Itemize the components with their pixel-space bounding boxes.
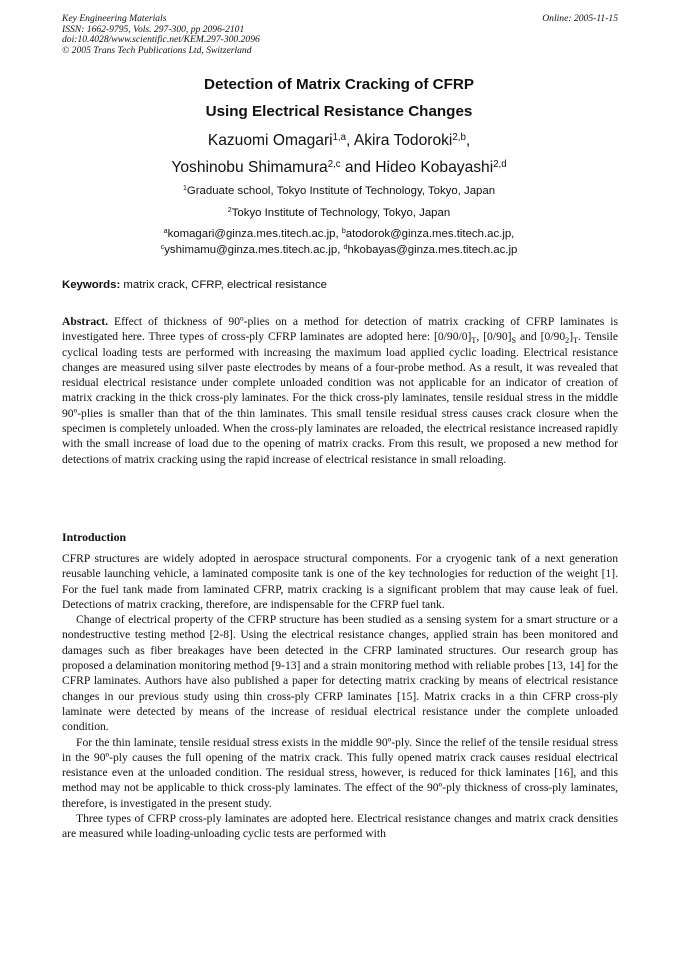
abstract-text: Effect of thickness of 90º-plies on a method for detection of matrix cracking of CFRP laminates is investigated here. Three types of cross-ply CFRP laminates are adopted here: [0/90/0] — [62, 315, 618, 344]
author-affiliation-mark: 2,d — [493, 159, 507, 171]
abstract-block — [62, 314, 618, 467]
author-name: Akira Todoroki — [353, 132, 453, 149]
author-separator: , — [346, 132, 354, 149]
author-email: atodorok@ginza.mes.titech.ac.jp, — [345, 228, 515, 240]
online-date: Online: 2005-11-15 — [542, 13, 618, 24]
introduction-body — [62, 551, 618, 842]
author-separator: , — [465, 132, 471, 149]
author-conjunction: and — [340, 159, 376, 176]
journal-name: Key Engineering Materials — [62, 13, 167, 24]
author-line-2 — [0, 159, 678, 177]
affiliation-mark: 2 — [227, 207, 232, 215]
email-mark: b — [341, 228, 346, 236]
journal-doi: doi:10.4028/www.scientific.net/KEM.297-300.2096 — [62, 34, 260, 46]
paper-title-line-2: Using Electrical Resistance Changes — [205, 103, 473, 120]
keywords-text: matrix crack, CFRP, electrical resistance — [120, 279, 328, 291]
journal-issn: ISSN: 1662-9795, Vols. 297-300, pp 2096-2101 — [62, 23, 245, 35]
abstract-text: . Tensile cyclical loading tests are performed with increasing the maximum load applied cyclic loading. Electrical resistance changes are measured using silver paste electrodes by means of a four-probe method. As a result, it was revealed that residual electrical resistance under complete unloaded condition was not applicable for an indicator of creation of matrix cracking in the thick cross-ply laminates. For the thick cross-ply laminates, tensile residual stress in the middle 90º-plies is smaller than that of the thin laminates. This small tensile residual stress causes crack closure when the specimen is completely unloaded. When the cross-ply laminates are reloaded, the electrical resistance increased rapidly with the small increase of load due to the opening of matrix cracks. From this result, we proposed a new method for detections of matrix cracking using the rapid increase of electrical resistance in small reloading. — [62, 330, 618, 466]
abstract-label: Abstract. — [62, 315, 109, 328]
journal-header — [62, 14, 618, 56]
abstract-text: and [0/90 — [516, 330, 566, 344]
abstract-text: ] — [569, 330, 574, 344]
email-mark: d — [343, 244, 348, 252]
affiliation-mark: 1 — [182, 185, 187, 193]
author-affiliation-mark: 1,a — [332, 132, 347, 144]
body-paragraph: Three types of CFRP cross-ply laminates are adopted here. Electrical resistance changes and matrix crack densities are measured while loading-unloading cyclic tests are performed with — [62, 812, 618, 841]
email-line-2 — [0, 244, 678, 256]
author-email: hkobayas@ginza.mes.titech.ac.jp — [347, 244, 518, 256]
author-name: Hideo Kobayashi — [375, 159, 494, 176]
affiliation-text: Tokyo Institute of Technology, Tokyo, Japan — [231, 207, 451, 219]
abstract-paragraph — [62, 314, 618, 467]
body-paragraph: Change of electrical property of the CFRP structure has been studied as a sensing system for a smart structure or a nondestructive testing method [2-8]. Using the electrical resistance changes, applied strain has been monitored and damages such as fiber breakages have been detected in the CFRP laminated structures. Our research group has proposed a delamination monitoring method [9-13] and a strain monitoring method with reliable probes [13, 14] for the CFRP laminates. Authors have also published a paper for detecting matrix cracking by means of electrical resistance changes in our previous study using thin cross-ply CFRP laminates [15]. Matrix cracks in a thin CFRP cross-ply laminate were detected by means of the increase of residual electrical resistance under the complete unloaded condition. — [62, 613, 618, 734]
author-name: Yoshinobu Shimamura — [171, 159, 328, 176]
body-paragraph: CFRP structures are widely adopted in aerospace structural components. For a cryogenic tank of a next generation reusable launching vehicle, a laminated composite tank is one of the key technologies for reduction of the weight [1]. For the fuel tank made from laminated CFRP, matrix cracking is a significant problem that may cause leak of fuel. Detections of matrix cracking, therefore, are indispensable for the CFRP fuel tank. — [62, 552, 618, 611]
body-paragraph: For the thin laminate, tensile residual stress exists in the middle 90º-ply. Since the relief of the tensile residual stress in the 90º-ply causes the full opening of the matrix crack. This fully opened matrix crack causes residual electrical resistance even at the unloaded condition. The residual stress, however, is reduced for thick laminates [16], and this method may not be applicable to thick cross-ply laminates. The effect of the 90º-ply thickness of cross-ply laminates, therefore, is investigated in the present study. — [62, 735, 618, 810]
journal-copyright: © 2005 Trans Tech Publications Ltd, Switzerland — [62, 44, 252, 56]
abstract-text: , [0/90] — [476, 330, 512, 344]
email-line-1 — [0, 228, 678, 240]
author-email: komagari@ginza.mes.titech.ac.jp, — [167, 228, 342, 240]
author-line-1 — [0, 132, 678, 150]
author-email: yshimamu@ginza.mes.titech.ac.jp, — [164, 244, 344, 256]
author-affiliation-mark: 2,b — [452, 132, 466, 144]
author-name: Kazuomi Omagari — [207, 132, 333, 149]
affiliation-1 — [0, 185, 678, 197]
subscript: S — [511, 335, 517, 345]
section-heading-introduction: Introduction — [62, 530, 127, 544]
author-affiliation-mark: 2,c — [327, 159, 341, 171]
email-mark: c — [160, 244, 165, 252]
affiliation-text: Graduate school, Tokyo Institute of Technology, Tokyo, Japan — [186, 185, 496, 197]
email-mark: a — [163, 228, 168, 236]
affiliation-2 — [0, 207, 678, 219]
paper-title-line-1: Detection of Matrix Cracking of CFRP — [203, 76, 475, 93]
subscript: 2 — [565, 335, 570, 345]
subscript: T — [471, 335, 477, 345]
keywords-line — [62, 279, 327, 291]
subscript: T — [573, 335, 579, 345]
keywords-label: Keywords: — [62, 279, 121, 291]
